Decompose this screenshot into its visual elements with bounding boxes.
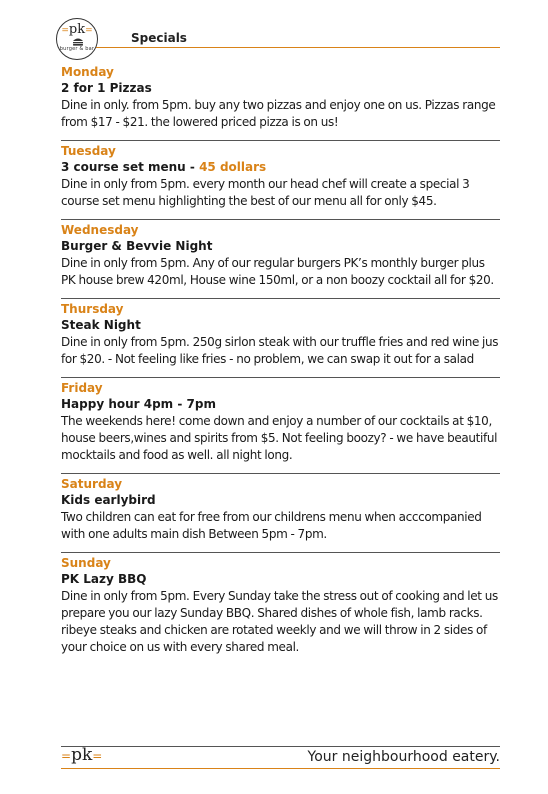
logo-subtext: burger & bar — [59, 46, 95, 52]
offer-title: Kids earlybird — [61, 493, 156, 507]
pk-burger-logo-icon — [56, 18, 98, 60]
special-tuesday — [61, 140, 500, 219]
offer-description: Dine in only from 5pm. 250g sirlon steak with our truffle fries and red wine jus for $20. - Not feeling like fries - no problem, we can swap it out for a salad — [61, 335, 499, 366]
special-friday — [61, 377, 500, 473]
special-saturday — [61, 473, 500, 552]
offer-description: Two children can eat for free from our childrens menu when acccompanied with one adults main dish Between 5pm - 7pm. — [61, 510, 482, 541]
offer-description: Dine in only from 5pm. Every Sunday take the stress out of cooking and let us prepare you our lazy Sunday BBQ. Shared dishes of whole fish, lamb racks. ribeye steaks and chicken are rotated weekly and we will throw in 2 sides of your choice on us with every shared meal. — [61, 589, 498, 654]
footer-bottom-divider — [61, 768, 500, 769]
footer-logo: =pk= — [61, 745, 103, 765]
day-heading: Thursday — [61, 302, 124, 316]
special-monday — [61, 64, 500, 140]
special-sunday — [61, 552, 500, 656]
offer-description: Dine in only from 5pm. every month our head chef will create a special 3 course set menu highlighting the best of our menu all for only $45. — [61, 177, 470, 208]
offer-title: Burger & Bevvie Night — [61, 239, 213, 253]
offer-description: Dine in only. from 5pm. buy any two pizzas and enjoy one on us. Pizzas range from $17 - $21. the lowered priced pizza is on us! — [61, 98, 496, 129]
specials-list — [61, 64, 500, 656]
day-heading: Friday — [61, 381, 103, 395]
logo-mark: =pk= — [61, 22, 93, 37]
day-heading: Wednesday — [61, 223, 139, 237]
special-wednesday — [61, 219, 500, 298]
day-heading: Monday — [61, 65, 114, 79]
special-thursday — [61, 298, 500, 377]
burger-icon — [72, 37, 84, 46]
page-title: Specials — [131, 31, 187, 45]
page-header — [56, 18, 500, 68]
offer-title: PK Lazy BBQ — [61, 572, 147, 586]
offer-description: Dine in only from 5pm. Any of our regular burgers PK’s monthly burger plus PK house brew 420ml, House wine 150ml, or a non boozy cocktail all for $20. — [61, 256, 494, 287]
offer-title: 3 course set menu - 45 dollars — [61, 160, 267, 174]
offer-title: 2 for 1 Pizzas — [61, 81, 152, 95]
offer-price: 45 dollars — [199, 160, 267, 174]
page-footer — [61, 740, 500, 770]
offer-title: Steak Night — [61, 318, 141, 332]
day-heading: Sunday — [61, 556, 111, 570]
day-heading: Saturday — [61, 477, 123, 491]
offer-title: Happy hour 4pm - 7pm — [61, 397, 216, 411]
logo-text: pk — [68, 22, 86, 37]
footer-logo-text: pk — [71, 745, 93, 765]
offer-description: The weekends here! come down and enjoy a number of our cocktails at $10, house beers,wines and spirits from $5. Not feeling boozy? - we have beautiful mocktails and food as well. all night long. — [61, 414, 498, 462]
header-divider — [96, 47, 500, 48]
footer-tagline: Your neighbourhood eatery. — [307, 749, 500, 765]
day-heading: Tuesday — [61, 144, 116, 158]
